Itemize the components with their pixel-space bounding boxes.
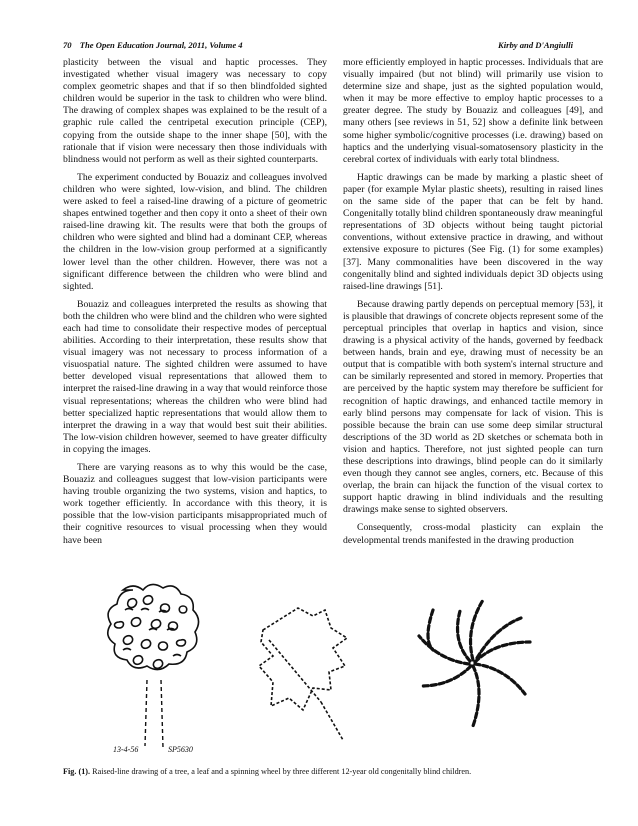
running-header [63,40,573,52]
authors: Kirby and D'Angiulli [498,40,573,50]
paragraph: Bouaziz and colleagues interpreted the results as showing that both the children who were blind and the children who were sighted each had time to consolidate their respective modes of perceptual abilities. According to their interpretation, these results show that visual imagery was not necessary to process information of a visuospatial nature. The sighted children were assumed to have better developed visual representations that allowed them to interpret the raised-line drawing in a way that would reinforce those visual representations; whereas the children who were blind had better specialized haptic representations that would allow them to interpret the drawing in a way that would best suit their abilities. The low-vision children however, seemed to have greater difficulty in copying the images. [63,298,327,455]
page-number: 70 [63,40,72,50]
paragraph: Haptic drawings can be made by marking a plastic sheet of paper (for example Mylar plastic sheets), resulting in raised lines on the same side of the paper that can be felt by hand. Congenitally totally blind children spontaneously draw meaningful representations of 3D objects without being taught pictorial conventions, without extensive practice in drawing, and without extensive exposure to pictures (See Fig. (1) for some examples) [37]. Many commonalities have been discovered in the way congenitally blind and sighted individuals depict 3D objects using raised-line drawings [51]. [343,171,603,292]
paragraph: There are varying reasons as to why this would be the case, Bouaziz and colleagues suggest that low-vision participants were having trouble organizing the two systems, vision and haptics, to work together efficiently. In accordance with this theory, it is possible that the low-vision participants misappropriated much of their cognitive resources to visual processing when they would have been [63,462,327,546]
paragraph: The experiment conducted by Bouaziz and colleagues involved children who were sighted, low-vision, and blind. The children were asked to feel a raised-line drawing of a picture of geometric shapes entwined together and then copy it onto a sheet of their own raised-line drawing kit. The results were that both the groups of children who were sighted and blind had a dominant CEP, whereas the children in the low-vision group performed at a significantly lower level than the other children. However, there was not a significant difference between the children who were blind and sighted. [63,171,327,292]
paragraph: plasticity between the visual and haptic processes. They investigated whether visual imagery was necessary to copy complex geometric shapes and that if so then blindfolded sighted children would be superior in the task to children who were blind. The drawing of complex shapes was explained to be the result of a graphic rule called the centripetal execution principle (CEP), copying from the outside shape to the inner shape [50], with the rationale that if vision were necessary then those individuals with blindness would not perform as well as their sighted counterparts. [63,57,327,165]
paragraph: Because drawing partly depends on perceptual memory [53], it is plausible that drawings of concrete objects represent some of the perceptual principles that overlap in haptics and vision, since drawing is a physical activity of the hands, governed by feedback between hands, brain and eye, drawing must of necessity be an output that is compatible with both system's internal structure and can be similarly represented and stored in memory. Properties that are perceived by the haptic system may therefore be sufficient for recognition of haptic drawings, and enhanced tactile memory in early blind persons may compensate for lack of vision. This is possible because the brain can use some deep similar structural descriptions of the 3D world as 2D sketches or schemata both in vision and haptics. Therefore, not just sighted people can turn these descriptions into drawings, blind people can do it similarly even though they cannot see angles, corners, etc. Because of this overlap, the brain can hijack the function of the visual cortex to support haptic drawing in blind individuals and the resulting drawings make sense to sighted observers. [343,298,603,516]
figure-1 [63,570,603,760]
handwritten-date: 13-4-56 [113,745,139,754]
right-column [343,57,603,553]
leaf-drawing [259,608,347,740]
caption-text: Raised-line drawing of a tree, a leaf and a spinning wheel by three different 12-year old congenitally blind children. [92,767,472,776]
spinning-wheel-drawing [419,600,530,726]
figure-drawings [63,570,603,760]
paragraph: Consequently, cross-modal plasticity can explain the developmental trends manifested in the drawing production [343,522,603,546]
left-column [63,57,327,553]
figure-caption [63,767,603,776]
caption-label: Fig. (1). [63,767,91,776]
handwritten-id: SP5630 [168,745,193,754]
tree-drawing [108,584,199,748]
paragraph: more efficiently employed in haptic processes. Individuals that are visually impaired (but not blind) will primarily use vision to determine size and shape, just as the sighted population would, when it may be more effective to employ haptic processes to a greater degree. The study by Bouaziz and colleagues [49], and many others [see reviews in 51, 52] show a definite link between some higher symbolic/cognitive processes (i.e. drawing) based on haptics and the underlying visual-somatosensory plasticity in the cerebral cortex of individuals with early total blindness. [343,57,603,165]
journal-name: The Open Education Journal, 2011, Volume 4 [79,40,243,50]
